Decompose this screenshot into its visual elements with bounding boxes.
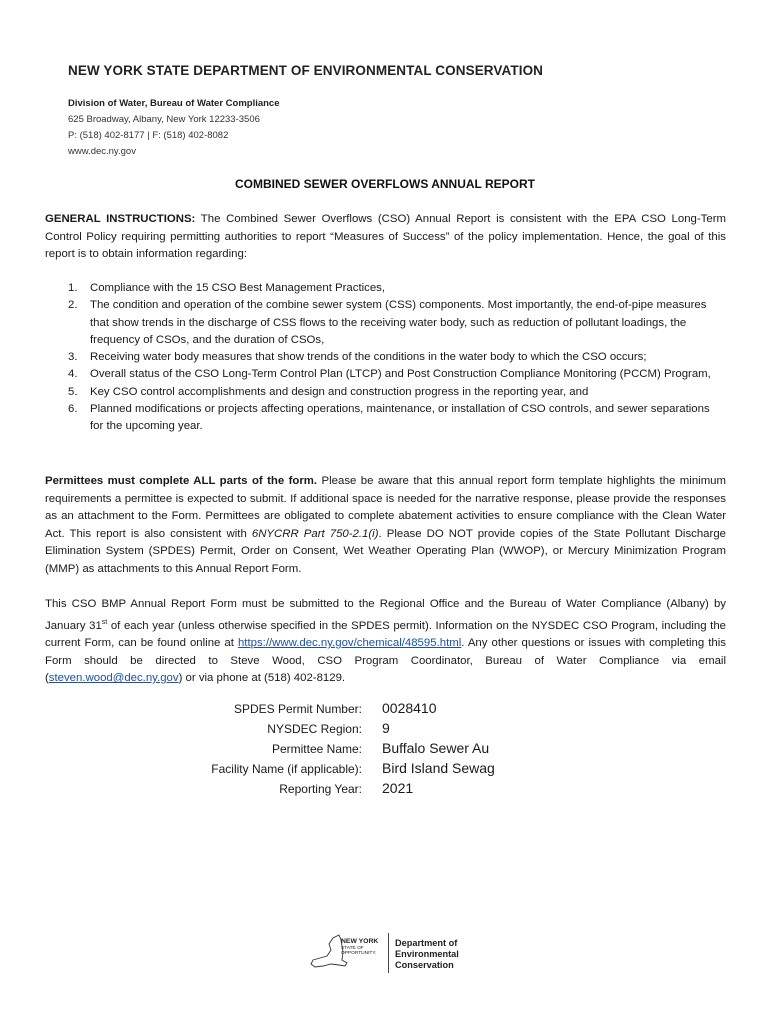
list-item-number: 2. (68, 299, 78, 312)
field-row (150, 780, 510, 800)
ny-state-logo-text (341, 938, 378, 957)
list-item-text: Planned modifications or projects affecting operations, maintenance, or installation of CSO controls, and sewer separations for the upcoming year. (90, 403, 710, 433)
report-title: COMBINED SEWER OVERFLOWS ANNUAL REPORT (234, 177, 535, 191)
submission-text-1: This CSO BMP Annual Report Form must be submitted to the Regional Office and the Bureau of Water Compliance (Albany) by January 31 (45, 598, 726, 632)
instructions-text: The Combined Sewer Overflows (CSO) Annual Report is consistent with the EPA CSO Long-Term Control Policy requiring permitting authorities to report “Measures of Success” of the policy implementation. Hence, the goal of this report is to obtain information regarding: (45, 213, 726, 261)
ordinal-suffix: st (101, 618, 108, 626)
list-item-text: Receiving water body measures that show trends of the conditions in the water body to which the CSO occurs; (90, 351, 647, 364)
regulation-citation: 6NYCRR Part 750-2.1(i) (251, 527, 379, 540)
phone-fax: P: (518) 402-8177 | F: (518) 402-8082 (68, 130, 229, 141)
list-item (45, 280, 726, 297)
list-item-number: 6. (68, 403, 78, 416)
email-link[interactable]: steven.wood@dec.ny.gov (48, 672, 179, 685)
list-item-number: 4. (68, 368, 78, 381)
list-item-number: 1. (68, 282, 78, 294)
program-url-link[interactable]: https://www.dec.ny.gov/chemical/48595.html (237, 636, 462, 649)
permit-fields (150, 700, 510, 800)
list-item (45, 366, 726, 383)
reporting-year-field[interactable]: 2021 (382, 780, 414, 796)
division-name: Division of Water, Bureau of Water Compliance (68, 98, 280, 109)
instructions-lead: GENERAL INSTRUCTIONS: (45, 213, 196, 225)
field-row (150, 700, 510, 720)
ny-logo-line-2: STATE OF (341, 945, 364, 951)
list-item-text: Overall status of the CSO Long-Term Control Plan (LTCP) and Post Construction Compliance Monitoring (PCCM) Program, (90, 368, 711, 381)
permittees-text-1: Please be aware that this annual report form template highlights the minimum requirements a permittee is expected to submit. If additional space is needed for the narrative response, please provide the responses as an attachment to the Form. Permittees are obligated to complete abatement activities to ensure compliance with the Clean Water Act. This report is also consistent with (45, 475, 726, 540)
general-instructions (45, 211, 726, 264)
list-item-number: 3. (68, 351, 78, 364)
field-label: Facility Name (if applicable): (211, 762, 362, 776)
logo-divider (388, 933, 389, 973)
spdes-permit-number-field[interactable]: 0028410 (382, 700, 437, 716)
dec-logo-text (395, 938, 459, 971)
field-row (150, 740, 510, 760)
list-item (45, 349, 726, 366)
dec-logo-line-2: Environmental (395, 949, 459, 959)
list-item (45, 384, 726, 401)
permittee-name-field[interactable]: Buffalo Sewer Au (382, 740, 490, 756)
list-item-number: 5. (68, 385, 78, 398)
field-label: Reporting Year: (279, 782, 362, 796)
permittees-paragraph (45, 473, 726, 579)
instructions-list (45, 280, 726, 436)
website-link[interactable]: www.dec.ny.gov (68, 146, 136, 157)
list-item-text: Key CSO control accomplishments and design and construction progress in the reporting year, and (90, 385, 589, 398)
field-row (150, 720, 510, 740)
submission-text-2: of each year (unless otherwise specified in the SPDES permit). Information on the NYSDEC CSO Program, including the current Form, can be found online at (45, 619, 726, 649)
facility-name-field[interactable]: Bird Island Sewag (382, 760, 495, 776)
list-item-text: Compliance with the 15 CSO Best Management Practices, (90, 282, 386, 294)
region-field[interactable]: 9 (382, 720, 390, 736)
field-row (150, 760, 510, 780)
submission-paragraph (45, 596, 726, 688)
list-item (45, 297, 726, 349)
ny-logo-line-3: OPPORTUNITY. (341, 951, 377, 956)
permittees-text-2: . Please DO NOT provide copies of the State Pollutant Discharge Elimination System (SPDES) Permit, Order on Consent, Wet Weather Operating Plan (WWOP), or Mercury Minimization Program (MMP) as attachments to this Annual Report Form. (45, 527, 726, 575)
agency-name: NEW YORK STATE DEPARTMENT OF ENVIRONMENTAL CONSERVATION (68, 63, 544, 78)
permittees-lead: Permittees must complete ALL parts of the form. (45, 475, 318, 487)
ny-logo-line-1: NEW YORK (341, 938, 379, 945)
list-item-text: The condition and operation of the combine sewer system (CSS) components. Most importantly, the end-of-pipe measures that show trends in the discharge of CSS flows to the receiving water body, such as reduction of pollutant loadings, the frequency of CSOs, and the duration of CSOs, (90, 299, 707, 346)
field-label: SPDES Permit Number: (233, 702, 362, 716)
field-label: NYSDEC Region: (267, 722, 362, 736)
dec-logo-line-1: Department of (395, 938, 458, 948)
address: 625 Broadway, Albany, New York 12233-3506 (68, 114, 260, 125)
field-label: Permittee Name: (271, 742, 362, 756)
submission-text-3: . Any other questions or issues with completing this Form should be directed to Steve Wood, CSO Program Coordinator, Bureau of Water Compliance via email ( (45, 636, 726, 685)
submission-text-4: ) or via phone at (518) 402-8129. (178, 672, 346, 685)
list-item (45, 401, 726, 436)
contact-block (68, 96, 280, 160)
dec-logo-line-3: Conservation (395, 960, 454, 970)
